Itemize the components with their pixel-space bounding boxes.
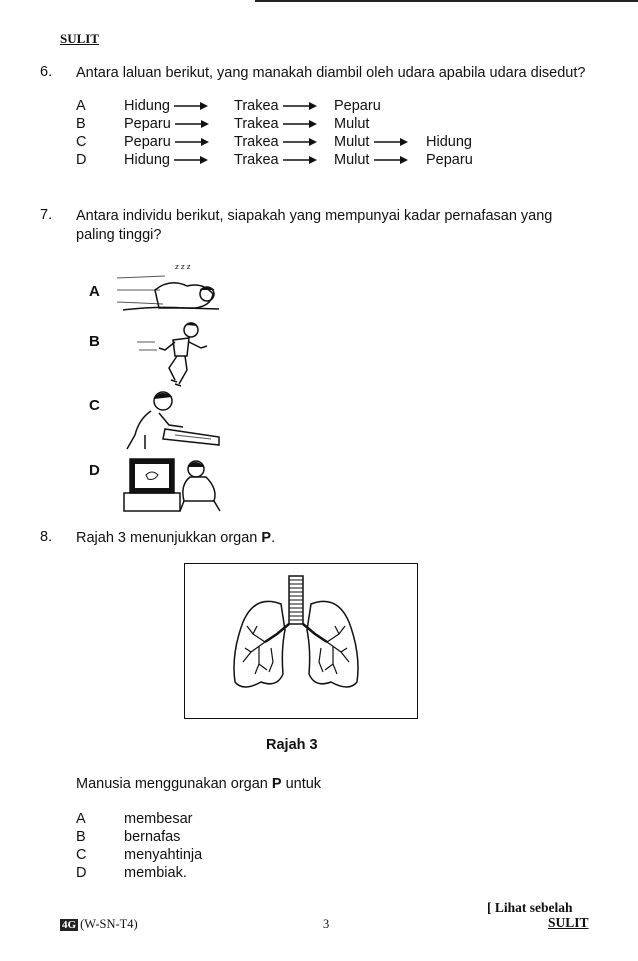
q8-intro-text: Rajah 3 menunjukkan organ <box>76 530 262 546</box>
q7-option-d-label: D <box>89 462 100 479</box>
arrow-right-icon <box>374 137 408 147</box>
figure-caption: Rajah 3 <box>266 737 318 753</box>
option-text: menyahtinja <box>124 847 203 863</box>
q6-text: Antara laluan berikut, yang manakah diambil oleh udara apabila udara disedut? <box>76 65 586 81</box>
footer-sulit: SULIT <box>548 915 589 930</box>
header-sulit: SULIT <box>60 31 100 46</box>
arrow-right-icon <box>174 155 208 165</box>
step-label: Hidung <box>124 152 170 168</box>
q7-line2: paling tinggi? <box>76 227 162 243</box>
q7-option-b-label: B <box>89 333 100 350</box>
q8-stem-end: untuk <box>281 776 322 792</box>
option-text: membiak. <box>124 865 187 881</box>
q8-intro <box>76 529 275 548</box>
option-letter: D <box>76 865 87 881</box>
q7-line1: Antara individu berikut, siapakah yang mempunyai kadar pernafasan yang <box>76 208 553 224</box>
figure-box <box>184 563 418 719</box>
step-label: Mulut <box>334 134 370 150</box>
writing-person-icon <box>115 385 225 453</box>
q8-intro-end: . <box>271 530 276 546</box>
q8-stem-text: Manusia menggunakan organ <box>76 776 272 792</box>
step-label: Trakea <box>234 98 279 114</box>
option-letter: C <box>76 847 87 863</box>
arrow-right-icon <box>175 137 209 147</box>
page-number: 3 <box>323 917 330 931</box>
step-label: Hidung <box>426 134 472 150</box>
option-letter: B <box>76 829 86 845</box>
q7-option-a-label: A <box>89 283 100 300</box>
sleeping-person-icon <box>115 260 225 315</box>
step-label: Trakea <box>234 134 279 150</box>
running-person-icon <box>135 320 215 388</box>
q8-stem-organ: P <box>271 776 282 792</box>
option-letter: C <box>76 134 87 150</box>
q8-stem <box>76 775 321 794</box>
q6-number: 6. <box>40 64 53 80</box>
q7-number: 7. <box>40 207 53 223</box>
option-letter: B <box>76 116 86 132</box>
arrow-right-icon <box>374 155 408 165</box>
arrow-right-icon <box>283 155 317 165</box>
option-letter: A <box>76 811 86 827</box>
step-label: Peparu <box>124 134 171 150</box>
arrow-right-icon <box>283 119 317 129</box>
svg-text:z z z: z z z <box>175 263 191 271</box>
option-text: bernafas <box>124 829 181 845</box>
step-label: Mulut <box>334 116 370 132</box>
q8-number: 8. <box>40 529 53 545</box>
option-letter: D <box>76 152 87 168</box>
option-text: membesar <box>124 811 193 827</box>
footer-lihat: [ Lihat sebelah <box>487 900 573 915</box>
step-label: Mulut <box>334 152 370 168</box>
arrow-right-icon <box>283 137 317 147</box>
option-letter: A <box>76 98 86 114</box>
step-label: Peparu <box>124 116 171 132</box>
q7-option-c-label: C <box>89 397 100 414</box>
arrow-right-icon <box>174 101 208 111</box>
lungs-icon <box>185 564 417 718</box>
top-rule <box>255 0 638 2</box>
step-label: Hidung <box>124 98 170 114</box>
footer-code <box>60 917 138 932</box>
step-label: Peparu <box>426 152 473 168</box>
watching-tv-person-icon <box>118 455 228 513</box>
footer-code-text: (W-SN-T4) <box>80 917 138 931</box>
arrow-right-icon <box>283 101 317 111</box>
step-label: Peparu <box>334 98 381 114</box>
footer-badge: 4G <box>62 919 77 931</box>
step-label: Trakea <box>234 152 279 168</box>
arrow-right-icon <box>175 119 209 129</box>
step-label: Trakea <box>234 116 279 132</box>
q8-intro-organ: P <box>261 530 272 546</box>
